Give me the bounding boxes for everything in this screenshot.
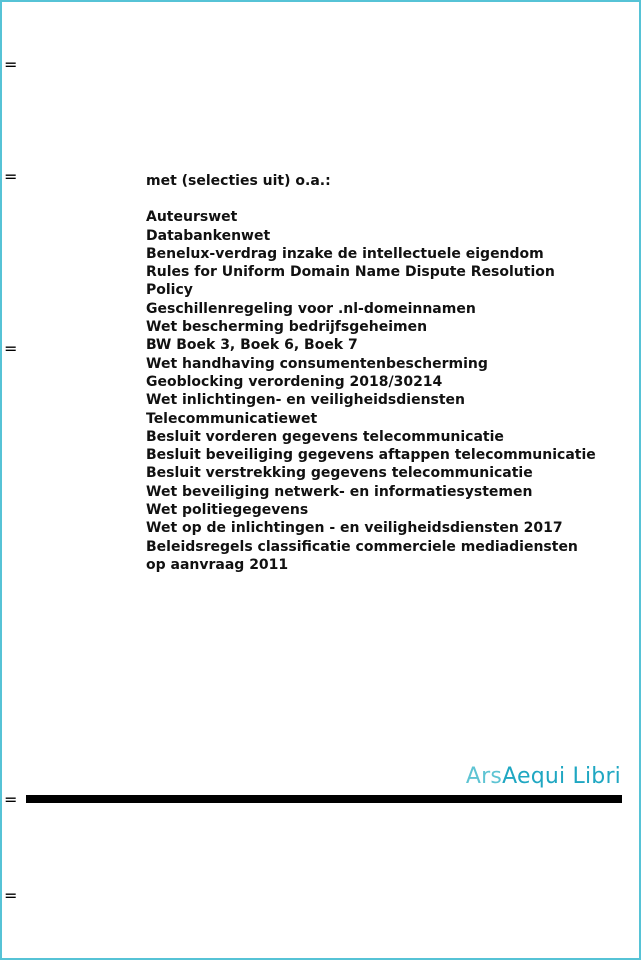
law-list — [146, 208, 596, 574]
margin-mark: = — [4, 790, 18, 809]
margin-mark: = — [4, 55, 18, 74]
law-item: Auteurswet — [146, 209, 238, 226]
law-item: Policy — [146, 282, 193, 299]
law-item: Wet handhaving consumentenbescherming — [146, 355, 488, 372]
margin-mark: = — [4, 886, 18, 905]
law-item: Rules for Uniform Domain Name Dispute Resolution — [146, 264, 555, 281]
margin-mark: = — [4, 167, 18, 186]
law-item: Wet inlichtingen- en veiligheidsdiensten — [146, 392, 466, 409]
margin-mark: = — [4, 339, 18, 358]
law-item: Besluit beveiliging gegevens aftappen telecommunicatie — [146, 447, 596, 464]
law-item: op aanvraag 2011 — [146, 556, 289, 573]
law-item: Geoblocking verordening 2018/30214 — [146, 373, 443, 390]
law-item: Databankenwet — [146, 227, 271, 244]
law-item: Wet politiegegevens — [146, 502, 309, 519]
law-item: Beleidsregels classificatie commerciele mediadiensten — [146, 538, 578, 555]
law-item: Wet bescherming bedrijfsgeheimen — [146, 319, 428, 336]
law-list-block — [146, 172, 596, 574]
law-item: Wet beveiliging netwerk- en informatiesystemen — [146, 483, 533, 500]
law-item: Geschillenregeling voor .nl-domeinnamen — [146, 300, 476, 317]
law-item: Benelux-verdrag inzake de intellectuele eigendom — [146, 245, 544, 262]
intro-text: met (selecties uit) o.a.: — [146, 173, 331, 189]
publisher-logo-part1: Ars — [465, 764, 503, 789]
horizontal-rule — [26, 795, 622, 803]
publisher-logo — [466, 764, 621, 790]
law-item: Besluit verstrekking gegevens telecommunicatie — [146, 465, 533, 482]
law-item: Besluit vorderen gegevens telecommunicatie — [146, 428, 504, 445]
law-item: BW Boek 3, Boek 6, Boek 7 — [146, 337, 358, 354]
law-item: Wet op de inlichtingen - en veiligheidsdiensten 2017 — [146, 520, 563, 537]
publisher-logo-part2: Aequi Libri — [502, 764, 621, 789]
law-item: Telecommunicatiewet — [146, 410, 318, 427]
